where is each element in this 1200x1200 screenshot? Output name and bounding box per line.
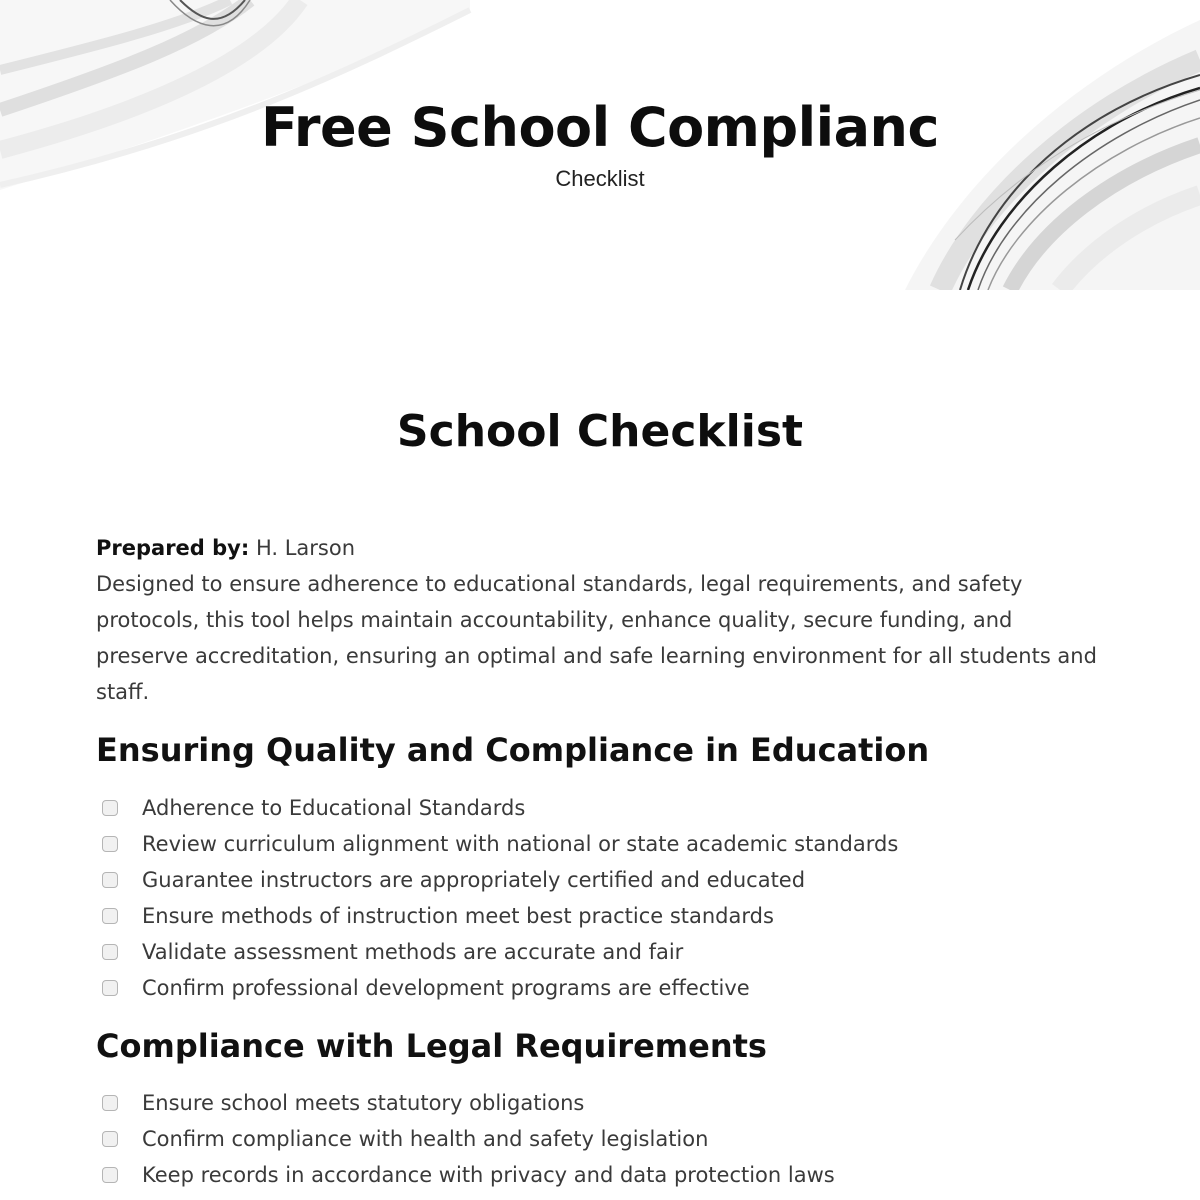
- checklist-item: [96, 934, 1106, 970]
- document-title: School Checklist: [396, 406, 804, 457]
- section-legal: [96, 1026, 1106, 1194]
- checkbox[interactable]: [102, 1095, 118, 1111]
- checklist-item: [96, 1121, 1106, 1157]
- document-content: [96, 530, 1106, 1193]
- section-quality: [96, 730, 1106, 1006]
- checklist-item-label: Adherence to Educational Standards: [142, 795, 526, 820]
- checklist-item: [96, 790, 1106, 826]
- checklist-item-label: Guarantee instructors are appropriately certified and educated: [142, 867, 806, 892]
- checklist-item-label: Ensure methods of instruction meet best practice standards: [142, 903, 774, 928]
- checkbox[interactable]: [102, 980, 118, 996]
- checklist-item-label: Keep records in accordance with privacy and data protection laws: [142, 1163, 835, 1188]
- checklist-item-label: Confirm compliance with health and safety legislation: [142, 1127, 709, 1152]
- prepared-by: [96, 530, 1106, 566]
- checklist-item-label: Validate assessment methods are accurate and fair: [142, 939, 684, 964]
- prepared-by-label: Prepared by:: [96, 536, 250, 560]
- checklist-item-label: Confirm professional development programs are effective: [142, 975, 750, 1000]
- intro-paragraph: Designed to ensure adherence to educational standards, legal requirements, and safety protocols, this tool helps maintain accountability, enhance quality, secure funding, and preserve accreditation, ensuring an optimal and safe learning environment for all students and staff.: [96, 572, 1097, 704]
- section-heading: Compliance with Legal Requirements: [96, 1026, 767, 1065]
- checklist-item: [96, 1085, 1106, 1121]
- banner-subtitle: Checklist: [555, 166, 645, 191]
- checkbox[interactable]: [102, 1167, 118, 1183]
- checklist: [96, 1085, 1106, 1193]
- prepared-by-name: H. Larson: [249, 536, 356, 560]
- checkbox[interactable]: [102, 836, 118, 852]
- checkbox[interactable]: [102, 1131, 118, 1147]
- checkbox[interactable]: [102, 872, 118, 888]
- checklist: [96, 790, 1106, 1006]
- checklist-item-label: Ensure school meets statutory obligations: [142, 1091, 585, 1116]
- checkbox[interactable]: [102, 800, 118, 816]
- section-heading: Ensuring Quality and Compliance in Education: [96, 731, 930, 769]
- checklist-item: [96, 898, 1106, 934]
- checklist-item: [96, 970, 1106, 1006]
- header-banner: [0, 0, 1200, 290]
- checklist-item: [96, 862, 1106, 898]
- banner-title: Free School Complianc: [260, 96, 940, 159]
- checkbox[interactable]: [102, 944, 118, 960]
- checklist-item-label: Review curriculum alignment with national or state academic standards: [142, 831, 899, 856]
- checklist-item: [96, 1157, 1106, 1193]
- checkbox[interactable]: [102, 908, 118, 924]
- checklist-item: [96, 826, 1106, 862]
